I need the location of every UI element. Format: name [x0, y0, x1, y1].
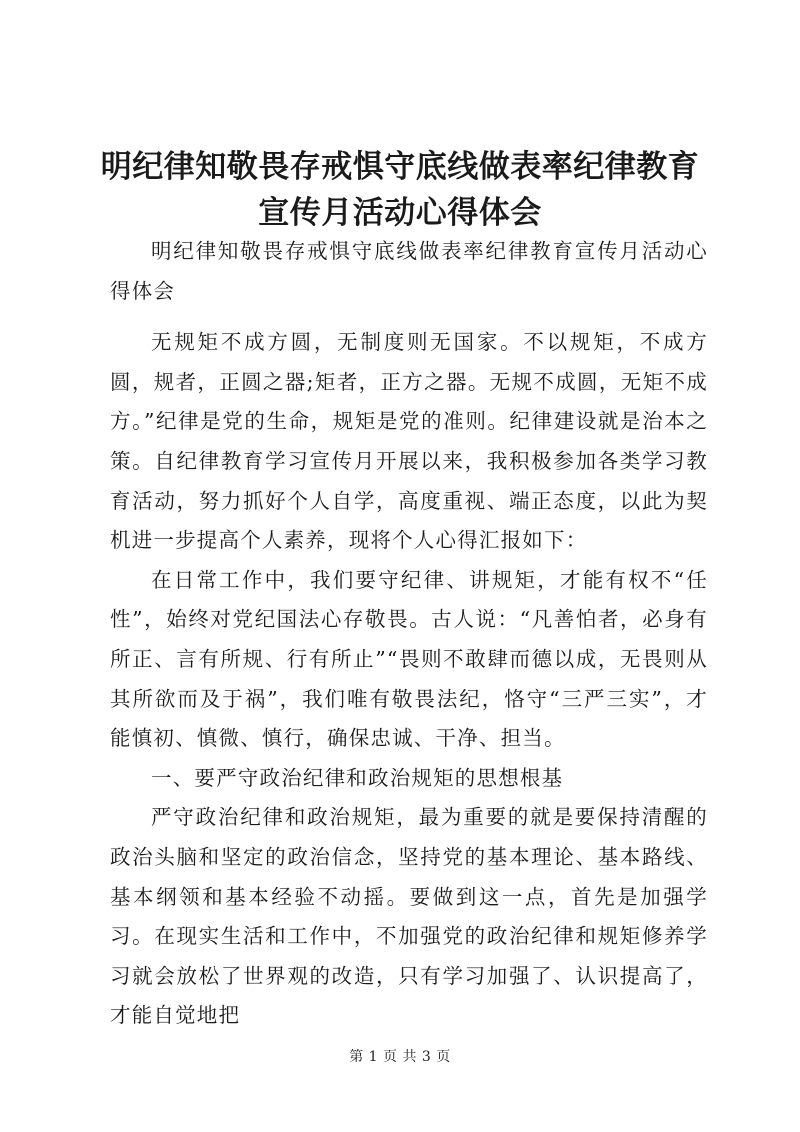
page-footer: 第 1 页 共 3 页 — [349, 1049, 451, 1065]
document-title: 明纪律知敬畏存戒惧守底线做表率纪律教育宣传月活动心得体会 — [100, 149, 700, 231]
body-paragraph: 严守政治纪律和政治规矩，最为重要的就是要保持清醒的政治头脑和坚定的政治信念，坚持党的基本理论、基本路线、基本纲领和基本经验不动摇。要做到这一点，首先是加强学习。在现实生活和工作中，不加强党的政治纪律和规矩修养学习就会放松了世界观的改造，只有学习加强了、认识提高了，才能自觉地把 — [110, 805, 708, 1028]
body-paragraph: 无规矩不成方圆，无制度则无国家。不以规矩，不成方圆，规者，正圆之器;矩者，正方之器。无规不成圆，无矩不成方。”纪律是党的生命，规矩是党的准则。纪律建设就是治本之策。自纪律教育学习宣传月开展以来，我积极参加各类学习教育活动，努力抓好个人自学，高度重视、端正态度，以此为契机进一步提高个人素养，现将个人心得汇报如下： — [110, 330, 708, 553]
section-heading: 一、要严守政治纪律和政治规矩的思想根基 — [151, 765, 564, 790]
subtitle-paragraph: 明纪律知敬畏存戒惧守底线做表率纪律教育宣传月活动心得体会 — [110, 239, 708, 303]
body-paragraph: 在日常工作中，我们要守纪律、讲规矩，才能有权不“任性”，始终对党纪国法心存敬畏。古人说：“凡善怕者，必身有所正、言有所规、行有所止”“畏则不敢肆而德以成，无畏则从其所欲而及于祸”，我们唯有敬畏法纪，恪守“三严三实”，才能慎初、慎微、慎行，确保忠诚、干净、担当。 — [110, 567, 708, 751]
document-body — [110, 232, 708, 1036]
